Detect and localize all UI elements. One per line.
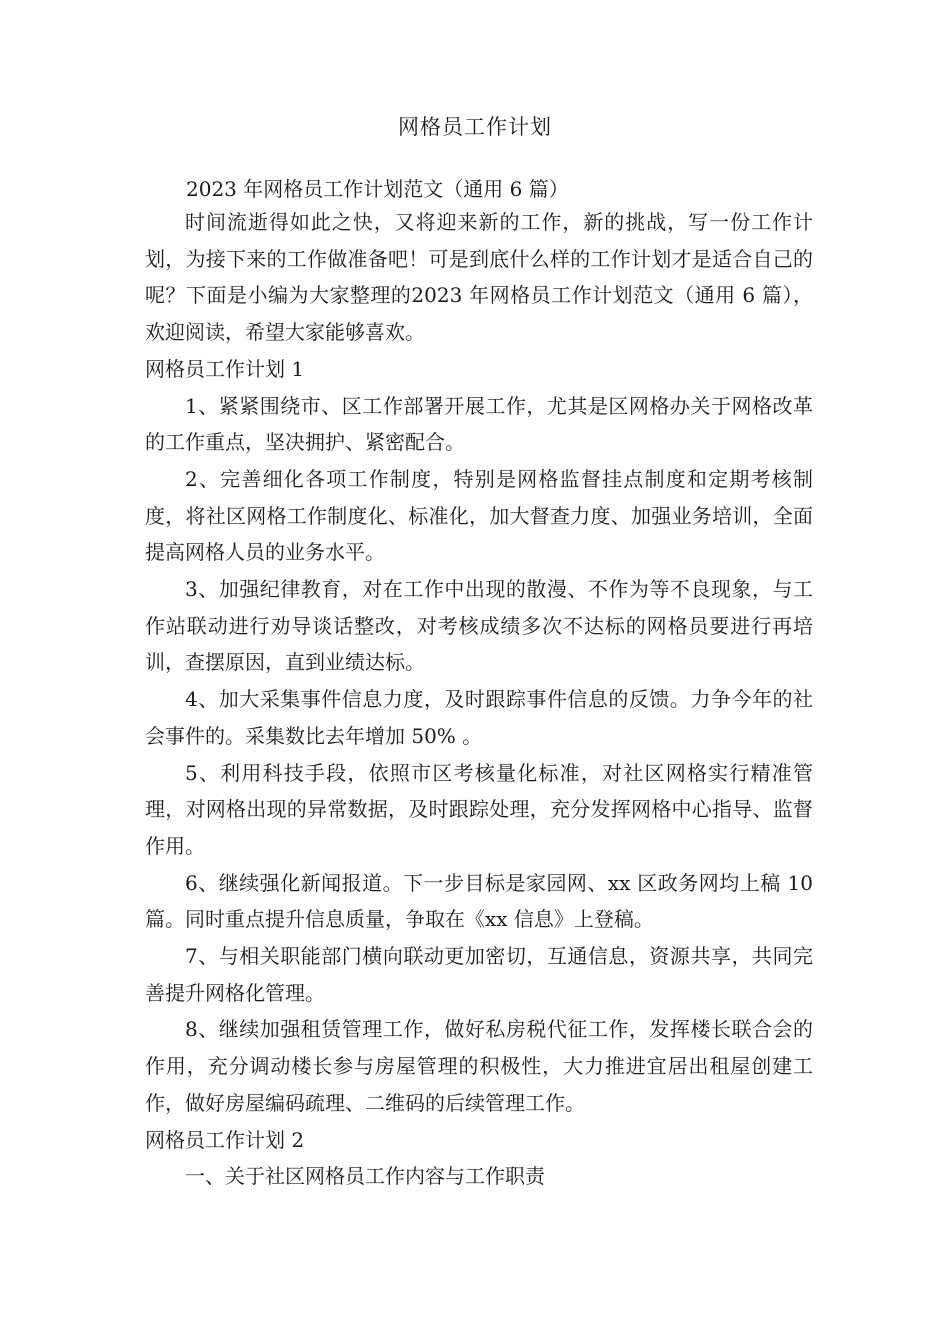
intro-paragraph: 时间流逝得如此之快，又将迎来新的工作，新的挑战，写一份工作计划，为接下来的工作做准备吧！可是到底什么样的工作计划才是适合自己的呢？下面是小编为大家整理的2023 年网格员工作计划范文（通用 6 篇），欢迎阅读，希望大家能够喜欢。 [145,210,813,345]
document-subtitle: 2023 年网格员工作计划范文（通用 6 篇） [186,177,569,201]
document-title: 网格员工作计划 [398,115,552,139]
list-item: 4、加大采集事件信息力度，及时跟踪事件信息的反馈。力争今年的社会事件的。采集数比去年增加 50% 。 [145,687,813,748]
section-heading-2: 网格员工作计划 2 [145,1127,305,1152]
list-item: 6、继续强化新闻报道。下一步目标是家园网、xx 区政务网均上稿 10 篇。同时重点提升信息质量，争取在《xx 信息》上登稿。 [145,870,813,932]
list-item: 2、完善细化各项工作制度，特别是网格监督挂点制度和定期考核制度，将社区网格工作制度化、标准化，加大督查力度、加强业务培训，全面提高网格人员的业务水平。 [145,466,813,565]
list-item: 7、与相关职能部门横向联动更加密切，互通信息，资源共享，共同完善提升网格化管理。 [145,944,813,1005]
section-heading-1: 网格员工作计划 1 [145,356,305,381]
document-body [145,204,813,1195]
list-item: 3、加强纪律教育，对在工作中出现的散漫、不作为等不良现象，与工作站联动进行劝导谈话整改，对考核成绩多次不达标的网格员要进行再培训，查摆原因，直到业绩达标。 [145,577,813,675]
list-item: 5、利用科技手段，依照市区考核量化标准，对社区网格实行精准管理，对网格出现的异常数据，及时跟踪处理，充分发挥网格中心指导、监督作用。 [145,760,813,858]
list-item: 一、关于社区网格员工作内容与工作职责 [185,1164,545,1189]
list-item: 1、紧紧围绕市、区工作部署开展工作，尤其是区网格办关于网格改革的工作重点，坚决拥护、紧密配合。 [145,393,813,455]
list-item: 8、继续加强租赁管理工作，做好私房税代征工作，发挥楼长联合会的作用，充分调动楼长参与房屋管理的积极性，大力推进宜居出租屋创建工作，做好房屋编码疏理、二维码的后续管理工作。 [145,1017,813,1115]
